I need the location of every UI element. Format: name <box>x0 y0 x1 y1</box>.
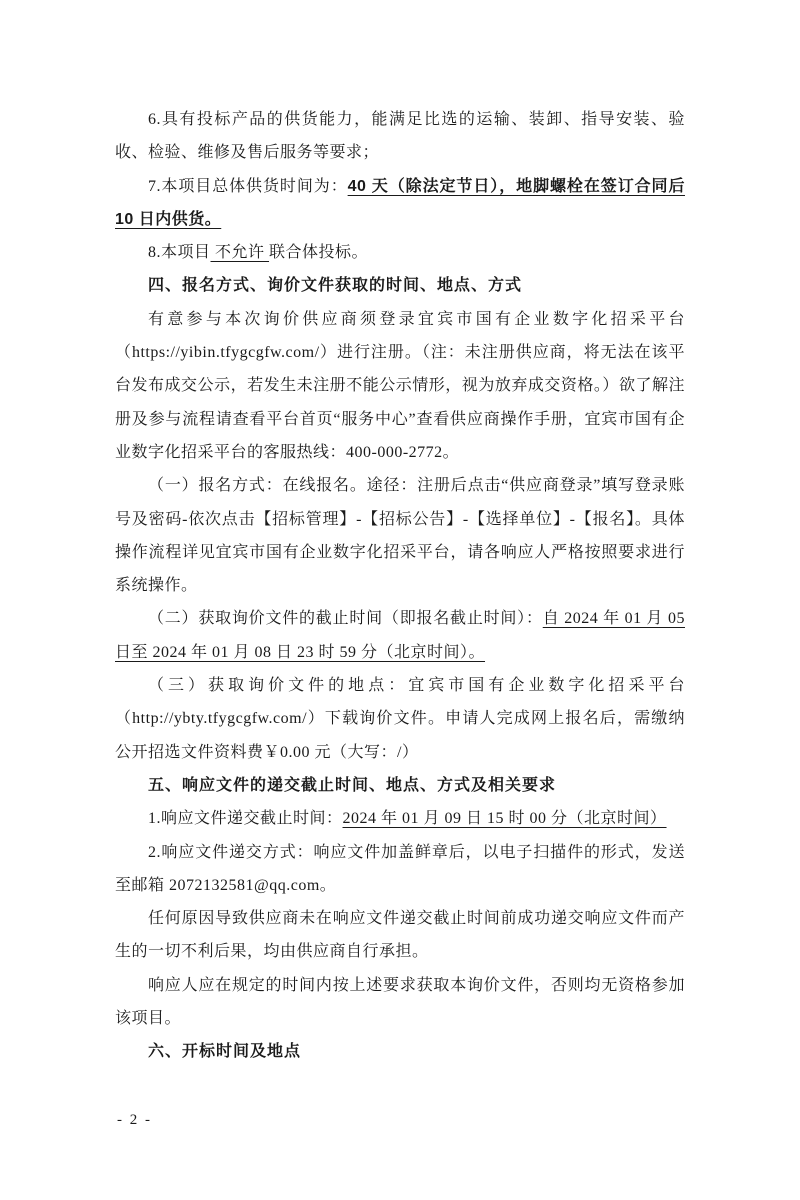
text-run: 五、响应文件的递交截止时间、地点、方式及相关要求 <box>148 776 557 794</box>
response-deadline-paragraph <box>115 802 685 835</box>
text-run: 任何原因导致供应商未在响应文件递交截止时间前成功递交响应文件而产生的一切不利后果，均由供应商自行承担。 <box>115 910 685 961</box>
file-location-paragraph <box>115 669 685 769</box>
response-method-paragraph <box>115 836 685 903</box>
file-deadline-paragraph <box>115 602 685 669</box>
liability-paragraph <box>115 902 685 969</box>
text-run: 联合体投标。 <box>269 244 369 262</box>
page-footer <box>117 1112 152 1129</box>
text-run: 2.响应文件递交方式：响应文件加盖鲜章后，以电子扫描件的形式，发送至邮箱 2072132581@qq.com。 <box>115 843 685 894</box>
text-run: 7.本项目总体供货时间为： <box>148 177 348 195</box>
document-body <box>115 103 685 1069</box>
text-run: 四、报名方式、询价文件获取的时间、地点、方式 <box>148 277 523 295</box>
text-run: 1.响应文件递交截止时间： <box>148 810 343 828</box>
text-run: （三）获取询价文件的地点：宜宾市国有企业数字化招采平台（http://ybty.tfygcgfw.com/）下载询价文件。申请人完成网上报名后，需缴纳公开招选文件资料费￥0.00 元（大写：/） <box>115 677 685 761</box>
underlined-run: 不允许 <box>210 244 270 262</box>
text-run: （一）报名方式：在线报名。途径：注册后点击“供应商登录”填写登录账号及密码-依次点击【招标管理】-【招标公告】-【选择单位】-【报名】。具体操作流程详见宜宾市国有企业数字化招采平台，请各响应人严格按照要求进行系统操作。 <box>115 477 685 595</box>
underlined-run: 自 2024 年 01 月 05 日至 2024 年 01 月 08 日 23 时 59 分（北京时间）。 <box>115 610 685 661</box>
text-run: 响应人应在规定的时间内按上述要求获取本询价文件，否则均无资格参加该项目。 <box>115 976 685 1028</box>
clause-7-delivery-time <box>115 170 685 237</box>
text-run: （二）获取询价文件的截止时间（即报名截止时间）： <box>148 610 543 628</box>
text-run: 6.具有投标产品的供货能力，能满足比选的运输、装卸、指导安装、验收、检验、维修及售后服务等要求； <box>115 111 685 162</box>
page-number: - 2 - <box>117 1112 152 1128</box>
section-6-heading <box>115 1035 685 1068</box>
section-4-heading <box>115 269 685 302</box>
section-5-heading <box>115 769 685 802</box>
clause-6-supply-capability <box>115 103 685 170</box>
text-run: 8.本项目 <box>148 244 211 262</box>
signup-method-paragraph <box>115 469 685 602</box>
text-run: 有意参与本次询价供应商须登录宜宾市国有企业数字化招采平台（https://yibin.tfygcgfw.com/）进行注册。（注：未注册供应商，将无法在该平台发布成交公示，若发生未注册不能公示情形，视为放弃成交资格。）欲了解注册及参与流程请查看平台首页“服务中心”查看供应商操作手册，宜宾市国有企业数字化招采平台的客服热线：400-000-2772。 <box>115 310 685 461</box>
clause-8-consortium <box>115 236 685 269</box>
underlined-run: 40 天（除法定节日），地脚螺栓在签订合同后 10 日内供货。 <box>115 177 685 228</box>
underlined-run: 2024 年 01 月 09 日 15 时 00 分（北京时间） <box>342 810 667 828</box>
eligibility-paragraph <box>115 969 685 1036</box>
registration-paragraph <box>115 303 685 469</box>
text-run: 六、开标时间及地点 <box>148 1043 302 1061</box>
